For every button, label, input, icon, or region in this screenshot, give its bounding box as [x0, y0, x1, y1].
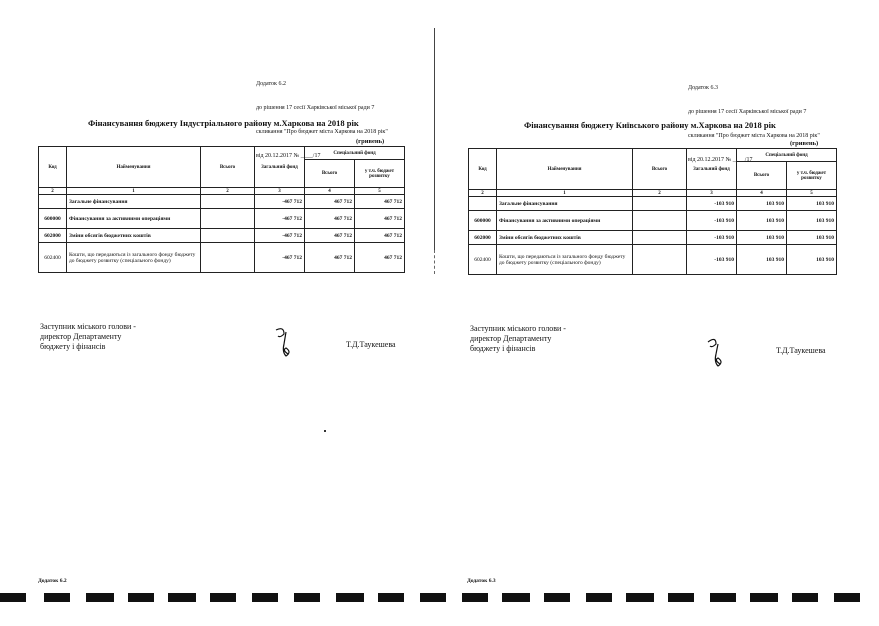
row-special-total: 103 910 — [737, 197, 787, 211]
strip-bar — [462, 593, 488, 602]
strip-bar — [86, 593, 114, 602]
right-doc-title: Фінансування бюджету Київського району м.Харкова на 2018 рік — [524, 120, 776, 130]
row-name: Фінансування за активними операціями — [67, 209, 201, 229]
row-name: Зміни обсягів бюджетних коштів — [497, 231, 633, 245]
right-footer-label: Додаток 6.3 — [467, 578, 496, 584]
left-finance-table — [38, 146, 405, 273]
right-page — [438, 0, 879, 626]
strip-bar — [544, 593, 570, 602]
ref-line: Додаток 6.3 — [688, 85, 718, 91]
strip-bar — [792, 593, 818, 602]
right-signatory-name: Т.Д.Таукешева — [776, 346, 826, 355]
row-code: 602400 — [39, 243, 67, 273]
row-special-total: 103 910 — [737, 231, 787, 245]
header-general-fund: Загальний фонд — [255, 147, 305, 188]
header-total: Всього — [633, 149, 687, 190]
row-name: Кошти, що передаються із загального фонду бюджету до бюджету розвитку (спеціального фонду) — [497, 245, 633, 275]
index-cell: 2 — [201, 188, 255, 195]
row-name: Зміни обсягів бюджетних коштів — [67, 229, 201, 243]
row-general: -467 712 — [255, 209, 305, 229]
header-special-total: Всього — [737, 162, 787, 190]
row-name: Кошти, що передаються із загального фонду бюджету до бюджету розвитку (спеціального фонду) — [67, 243, 201, 273]
strip-bar — [626, 593, 654, 602]
strip-bar — [502, 593, 530, 602]
row-total — [201, 229, 255, 243]
row-total — [201, 209, 255, 229]
row-special-total: 467 712 — [305, 243, 355, 273]
index-cell: 4 — [305, 188, 355, 195]
strip-bar — [586, 593, 612, 602]
strip-bar — [336, 593, 364, 602]
strip-bar — [750, 593, 778, 602]
header-special-total: Всього — [305, 160, 355, 188]
row-general: -103 910 — [687, 245, 737, 275]
header-special-fund: Спеціальний фонд — [737, 149, 837, 162]
row-total — [633, 211, 687, 231]
strip-bar — [668, 593, 694, 602]
signature-scribble-icon — [272, 326, 298, 360]
row-development: 103 910 — [787, 197, 837, 211]
table-row — [469, 211, 837, 231]
right-signatory-title — [470, 324, 566, 354]
row-name: Фінансування за активними операціями — [497, 211, 633, 231]
row-general: -103 910 — [687, 231, 737, 245]
table-row — [469, 197, 837, 211]
sig-line: бюджету і фінансів — [470, 344, 536, 353]
row-special-total: 467 712 — [305, 195, 355, 209]
table-row — [39, 209, 405, 229]
index-row — [469, 190, 837, 197]
bottom-scan-strip — [0, 593, 879, 607]
table-row — [39, 229, 405, 243]
row-development: 103 910 — [787, 245, 837, 275]
row-general: -103 910 — [687, 197, 737, 211]
speck — [324, 430, 326, 432]
header-name: Найменування — [497, 149, 633, 190]
sig-line: Заступник міського голови - — [40, 322, 136, 331]
left-signatory-name: Т.Д.Таукешева — [346, 340, 396, 349]
index-cell: 2 — [633, 190, 687, 197]
header-development: у т.ч. бюджет розвитку — [355, 160, 405, 188]
strip-bar — [168, 593, 196, 602]
row-special-total: 467 712 — [305, 209, 355, 229]
strip-bar — [128, 593, 154, 602]
header-code: Код — [469, 149, 497, 190]
table-row — [39, 243, 405, 273]
row-code — [469, 197, 497, 211]
index-cell: 5 — [787, 190, 837, 197]
index-cell: 3 — [687, 190, 737, 197]
row-total — [633, 231, 687, 245]
index-cell: 2 — [469, 190, 497, 197]
row-general: -467 712 — [255, 229, 305, 243]
header-special-fund: Спеціальний фонд — [305, 147, 405, 160]
sig-line: Заступник міського голови - — [470, 324, 566, 333]
strip-bar — [44, 593, 70, 602]
strip-bar — [834, 593, 860, 602]
ref-line: від 20.12.2017 № ____/17 — [256, 153, 321, 159]
row-code: 600000 — [39, 209, 67, 229]
table-row — [39, 195, 405, 209]
ref-line: Додаток 6.2 — [256, 81, 286, 87]
strip-bar — [210, 593, 236, 602]
row-development: 103 910 — [787, 211, 837, 231]
row-total — [633, 197, 687, 211]
ref-line: до рішення 17 сесії Харківської міської ради 7 — [688, 109, 807, 115]
row-code: 602000 — [469, 231, 497, 245]
table-row — [469, 245, 837, 275]
header-code: Код — [39, 147, 67, 188]
row-code: 600000 — [469, 211, 497, 231]
row-special-total: 467 712 — [305, 229, 355, 243]
index-cell: 1 — [67, 188, 201, 195]
row-name: Загальне фінансування — [67, 195, 201, 209]
row-general: -103 910 — [687, 211, 737, 231]
index-cell: 3 — [255, 188, 305, 195]
left-page — [0, 0, 436, 626]
signature-scribble-icon — [704, 336, 730, 370]
row-general: -467 712 — [255, 195, 305, 209]
row-code — [39, 195, 67, 209]
sig-line: директор Департаменту — [470, 334, 552, 343]
row-special-total: 103 910 — [737, 245, 787, 275]
row-development: 467 712 — [355, 243, 405, 273]
ref-line: скликання "Про бюджет міста Харкова на 2018 рік" — [256, 129, 388, 135]
right-finance-table — [468, 148, 837, 275]
row-name: Загальне фінансування — [497, 197, 633, 211]
sig-line: бюджету і фінансів — [40, 342, 106, 351]
row-general: -467 712 — [255, 243, 305, 273]
strip-bar — [252, 593, 278, 602]
strip-bar — [378, 593, 404, 602]
row-development: 103 910 — [787, 231, 837, 245]
row-total — [201, 243, 255, 273]
left-unit-label: (гривень) — [356, 138, 385, 145]
left-footer-label: Додаток 6.2 — [38, 578, 67, 584]
header-total: Всього — [201, 147, 255, 188]
strip-bar — [0, 593, 26, 602]
index-cell: 1 — [497, 190, 633, 197]
index-row — [39, 188, 405, 195]
row-code: 602400 — [469, 245, 497, 275]
ref-line: від 20.12.2017 № ____/17 — [688, 157, 753, 163]
table-row — [469, 231, 837, 245]
left-doc-title: Фінансування бюджету Індустріального району м.Харкова на 2018 рік — [88, 118, 359, 128]
strip-bar — [710, 593, 736, 602]
row-code: 602000 — [39, 229, 67, 243]
row-development: 467 712 — [355, 229, 405, 243]
index-cell: 5 — [355, 188, 405, 195]
strip-bar — [420, 593, 446, 602]
strip-bar — [294, 593, 320, 602]
index-cell: 2 — [39, 188, 67, 195]
ref-line: до рішення 17 сесії Харківської міської ради 7 — [256, 105, 375, 111]
row-total — [633, 245, 687, 275]
header-development: у т.ч. бюджет розвитку — [787, 162, 837, 190]
row-special-total: 103 910 — [737, 211, 787, 231]
index-cell: 4 — [737, 190, 787, 197]
header-general-fund: Загальний фонд — [687, 149, 737, 190]
row-development: 467 712 — [355, 209, 405, 229]
row-development: 467 712 — [355, 195, 405, 209]
ref-line: скликання "Про бюджет міста Харкова на 2018 рік" — [688, 133, 820, 139]
left-signatory-title — [40, 322, 136, 352]
sig-line: директор Департаменту — [40, 332, 122, 341]
row-total — [201, 195, 255, 209]
right-unit-label: (гривень) — [790, 140, 819, 147]
header-name: Найменування — [67, 147, 201, 188]
